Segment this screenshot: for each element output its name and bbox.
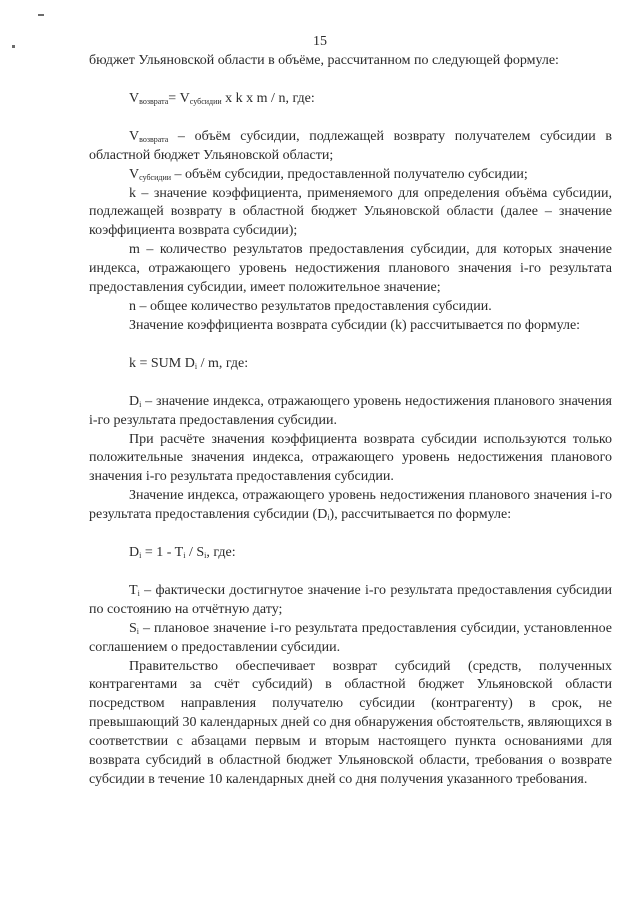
formula-return-volume: $V_{возврата}= V_{субсидии}$ x k x m / n, где: (129, 90, 315, 106)
definition-d: $D_i$ – значение индекса, отражающего уровень недостижения планового значения i-го результата предоставления субсидии. (89, 393, 612, 428)
formula-d: $D_i = 1 - T_i / S_i$, где: (129, 545, 236, 561)
page-number: 15 (313, 34, 327, 49)
paragraph-k-intro: Значение коэффициента возврата субсидии (k) рассчитывается по формуле: (129, 317, 581, 333)
definition-s: $S_i$ – плановое значение i-го результата предоставления субсидии, установленное соглашением о предоставлении субсидии. (89, 620, 612, 655)
definition-k: k – значение коэффициента, применяемого для определения объёма субсидии, подлежащей возврату в областной бюджет Ульяновской области (далее – значение коэффициента возврата субсидии); (89, 185, 612, 239)
definition-m: m – количество результатов предоставления субсидии, для которых значение индекса, отражающего уровень недостижения планового значения i-го результата предоставления субсидии, имеет положительное значение; (89, 242, 612, 296)
formula-k: k = SUM $D_i$ / m, где: (129, 355, 249, 371)
definition-v-subsidy: $V_{субсидии}$ – объём субсидии, предоставленной получателю субсидии; (129, 166, 528, 182)
definition-t: $T_i$ – фактически достигнутое значение i-го результата предоставления субсидии по состоянию на отчётную дату; (89, 582, 612, 617)
scan-artifact (38, 14, 44, 16)
paragraph-government: Правительство обеспечивает возврат субсидий (средств, полученных контрагентами за счёт субсидий) в областной бюджет Ульяновской области посредством направления получателю субсидии (контрагенту) в срок, не превышающий 30 календарных дней со дня обнаружения обстоятельств, являющихся в соответствии с абзацами первым и вторым настоящего пункта основаниями для возврата субсидий в областной бюджет Ульяновской области, требования о возврате субсидии в течение 10 календарных дней со дня получения указанного требования. (89, 658, 612, 787)
definition-n: n – общее количество результатов предоставления субсидии. (129, 298, 492, 314)
paragraph-index-intro: Значение индекса, отражающего уровень недостижения планового значения i-го результата предоставления субсидии $(D_i)$, рассчитывается по формуле: (89, 488, 612, 523)
definition-v-return: $V_{возврата}$ – объём субсидии, подлежащей возврату получателем субсидии в областной бюджет Ульяновской области; (89, 128, 612, 163)
document-body (89, 52, 612, 790)
paragraph-calc-note: При расчёте значения коэффициента возврата субсидии используются только положительные значения индекса, отражающего уровень недостижения планового значения i-го результата предоставления субсидии. (89, 431, 612, 485)
paragraph-intro: бюджет Ульяновской области в объёме, рассчитанном по следующей формуле: (89, 53, 559, 68)
